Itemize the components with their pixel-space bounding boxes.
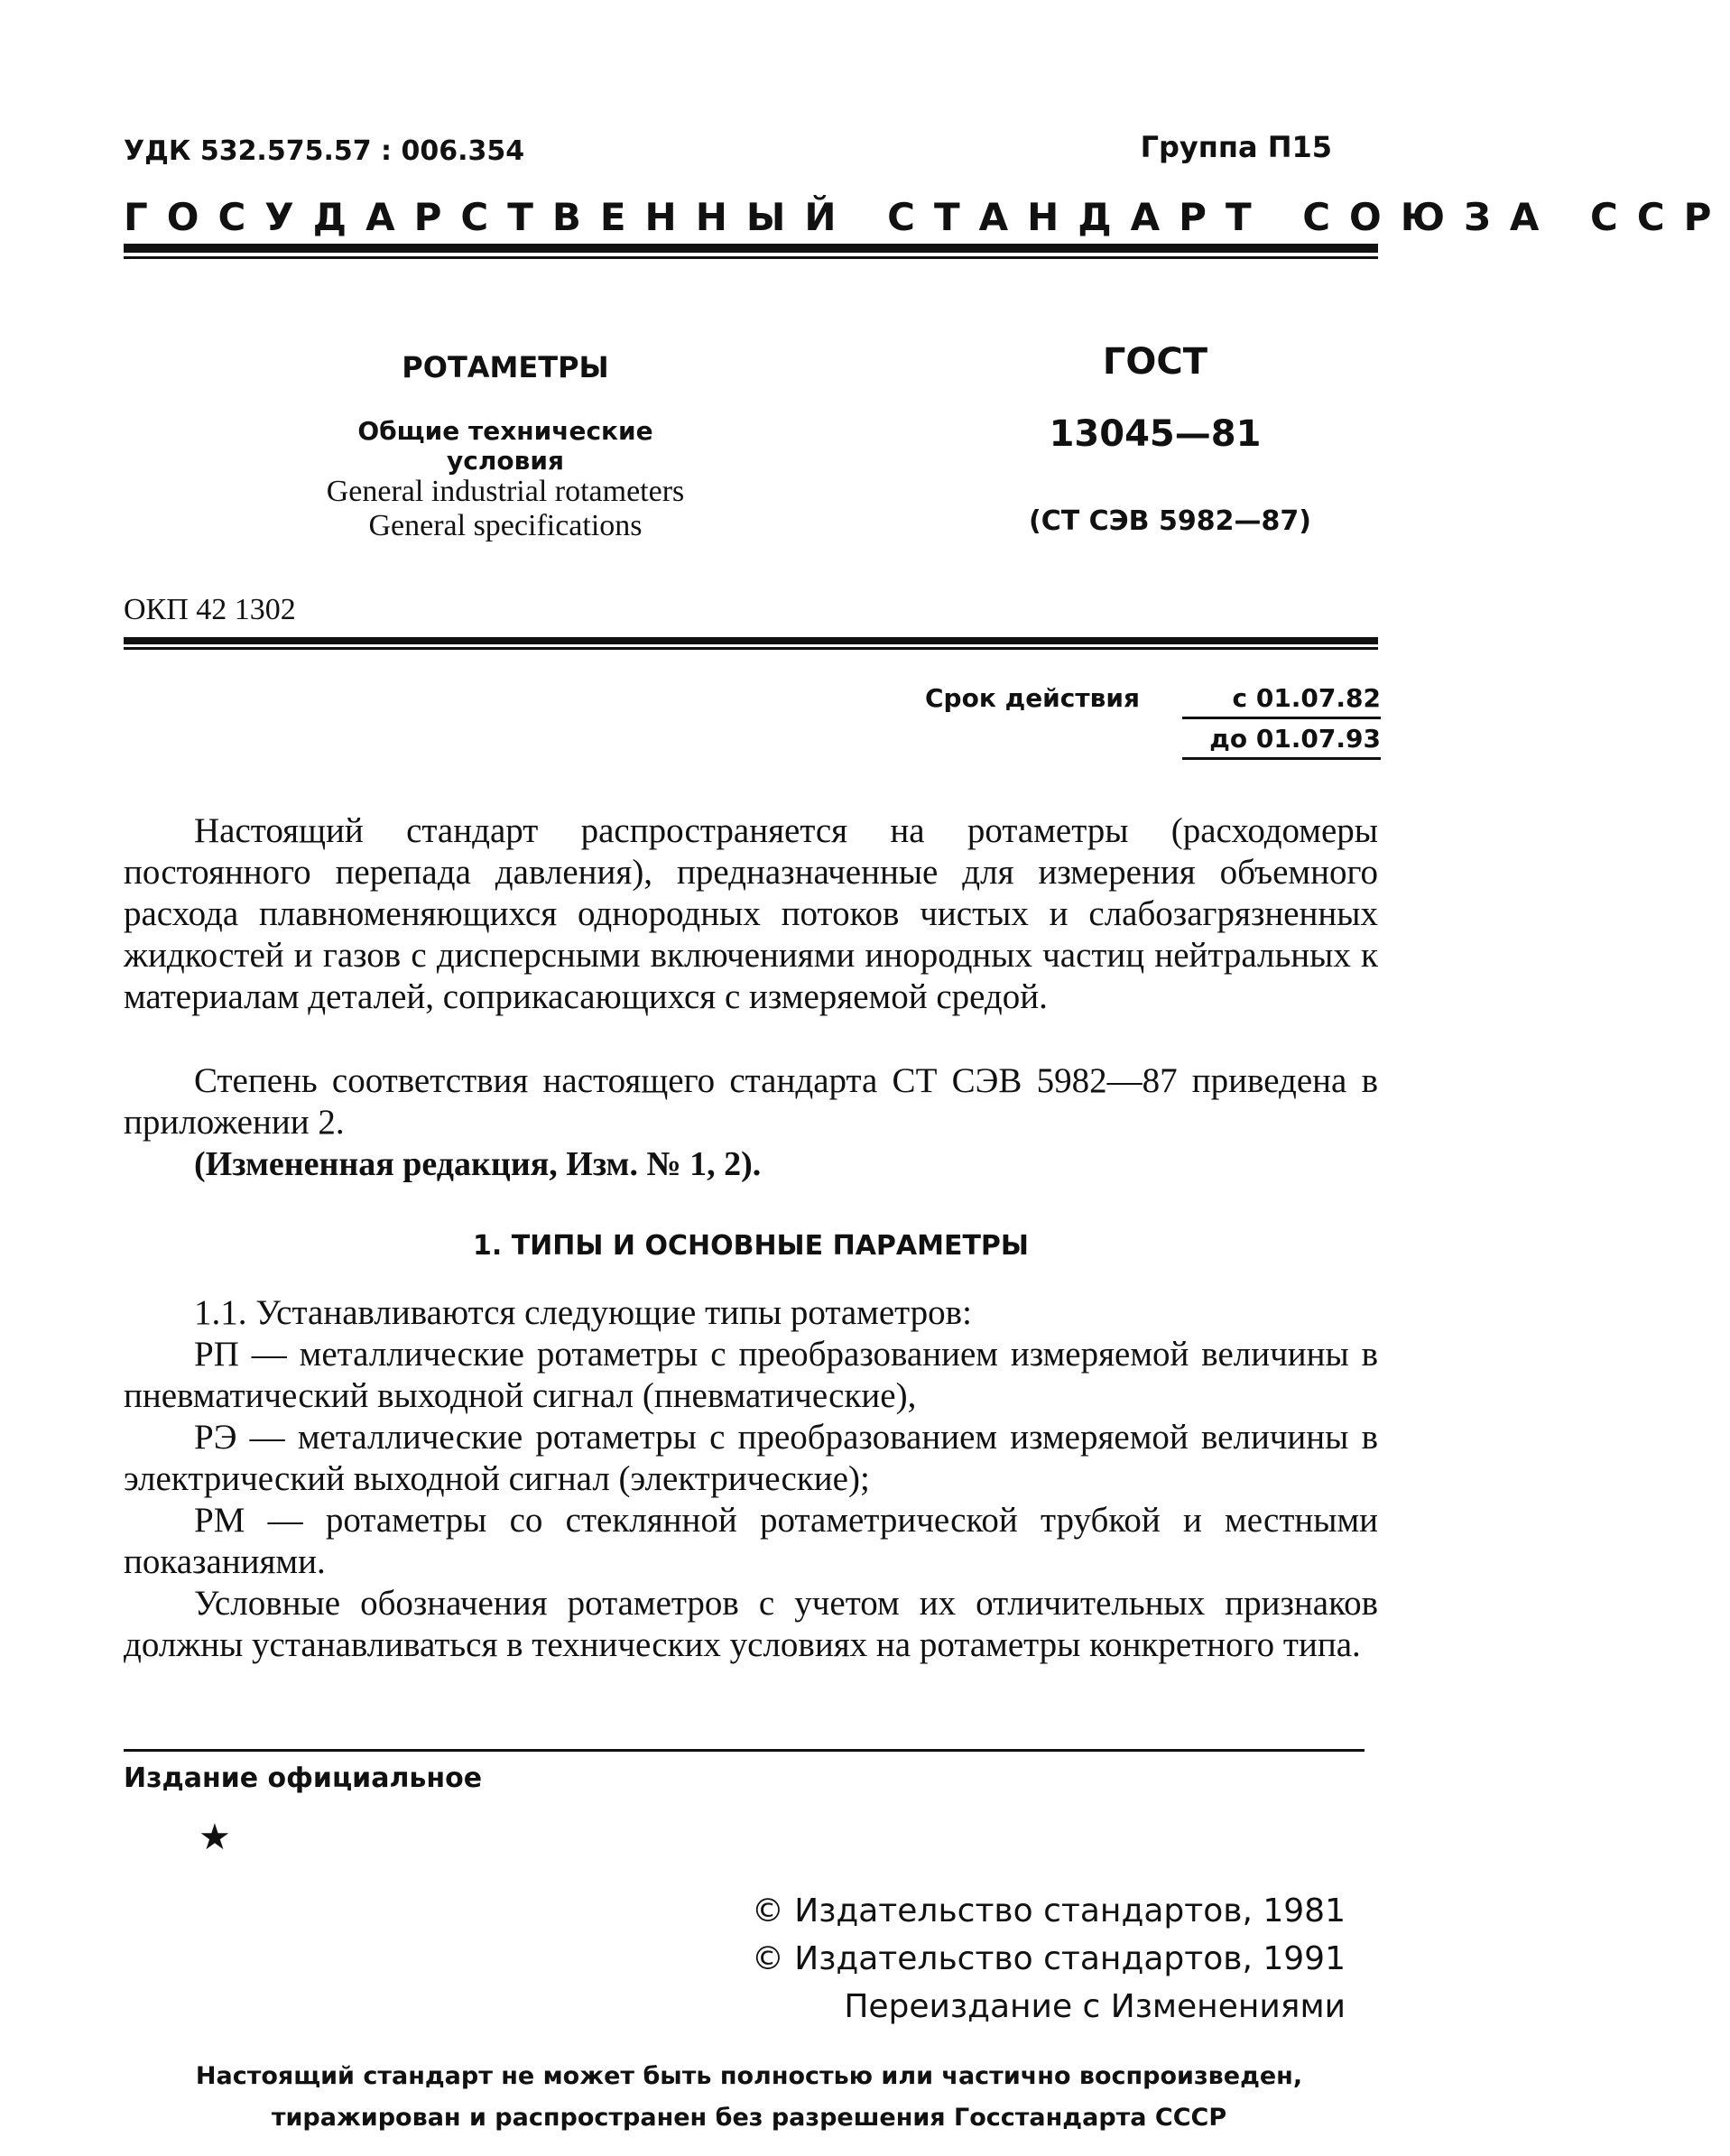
validity-to: до 01.07.93 [1182, 724, 1381, 760]
title-en [298, 475, 713, 543]
st-sev-reference: (СТ СЭВ 5982—87) [1029, 505, 1311, 537]
section-body [124, 1292, 1378, 1666]
title-rule-thin [124, 647, 1378, 650]
validity-label: Срок действия [925, 683, 1140, 713]
type-rp: РП — металлические ротаметры с преобразованием измеряемой величины в пневматический выходной сигнал (пневматические), [124, 1335, 1378, 1415]
conformity-paragraph: Степень соответствия настоящего стандарта СТ СЭВ 5982—87 приведена в приложении 2. [124, 1061, 1378, 1142]
validity-from: с 01.07.82 [1182, 683, 1381, 719]
footer-rule [124, 1749, 1365, 1752]
copyright-1991: © Издательство стандартов, 1991 [751, 1940, 1346, 1977]
reissue-note: Переиздание с Изменениями [844, 1988, 1346, 2025]
header-rule-thin [124, 256, 1378, 259]
type-rm: РМ — ротаметры со стеклянной ротаметрической трубкой и местными показаниями. [124, 1501, 1378, 1581]
title-en-line: General industrial rotameters [326, 475, 685, 508]
gost-label: ГОСТ [1102, 341, 1208, 383]
clause-1-1: 1.1. Устанавливаются следующие типы ротаметров: [194, 1293, 972, 1332]
okp-code: ОКП 42 1302 [124, 593, 296, 626]
standard-banner: ГОСУДАРСТВЕННЫЙ СТАНДАРТ СОЮЗА ССР [124, 195, 1730, 239]
title-ru: РОТАМЕТРЫ [402, 350, 609, 384]
header-rule-thick [124, 244, 1378, 253]
amendment-note: (Измененная редакция, Изм. № 1, 2). [194, 1145, 762, 1183]
subtitle-ru: Общие технические условия [357, 416, 653, 476]
gost-number: 13045—81 [1049, 413, 1262, 455]
star-icon: ★ [199, 1817, 231, 1857]
copyright-1981: © Издательство стандартов, 1981 [751, 1892, 1346, 1929]
group-code: Группа П15 [1140, 130, 1332, 164]
official-edition: Издание официальное [124, 1763, 483, 1794]
reproduction-notice: Настоящий стандарт не может быть полностью или частично воспроизведен, тиражирован и распространен без разрешения Госстандарта СССР [195, 2062, 1303, 2132]
intro-paragraph: Настоящий стандарт распространяется на ротаметры (расходомеры постоянного перепада давления), предназначенные для измерения объемного расхода плавноменяющихся однородных потоков чистых и слабозагрязненных жидкостей и газов с дисперсными включениями инородных частиц нейтральных к материалам деталей, соприкасающихся с измеряемой средой. [124, 811, 1378, 1016]
subtitle-en-line: General specifications [368, 509, 643, 542]
udk-code: УДК 532.575.57 : 006.354 [124, 135, 525, 167]
title-rule-thick [124, 637, 1378, 644]
section-heading: 1. ТИПЫ И ОСНОВНЫЕ ПАРАМЕТРЫ [472, 1230, 1029, 1262]
type-re: РЭ — металлические ротаметры с преобразованием измеряемой величины в электрический выходной сигнал (электрические); [124, 1418, 1378, 1498]
conventions-paragraph: Условные обозначения ротаметров с учетом их отличительных признаков должны устанавливаться в технических условиях на ротаметры конкретного типа. [124, 1584, 1378, 1664]
